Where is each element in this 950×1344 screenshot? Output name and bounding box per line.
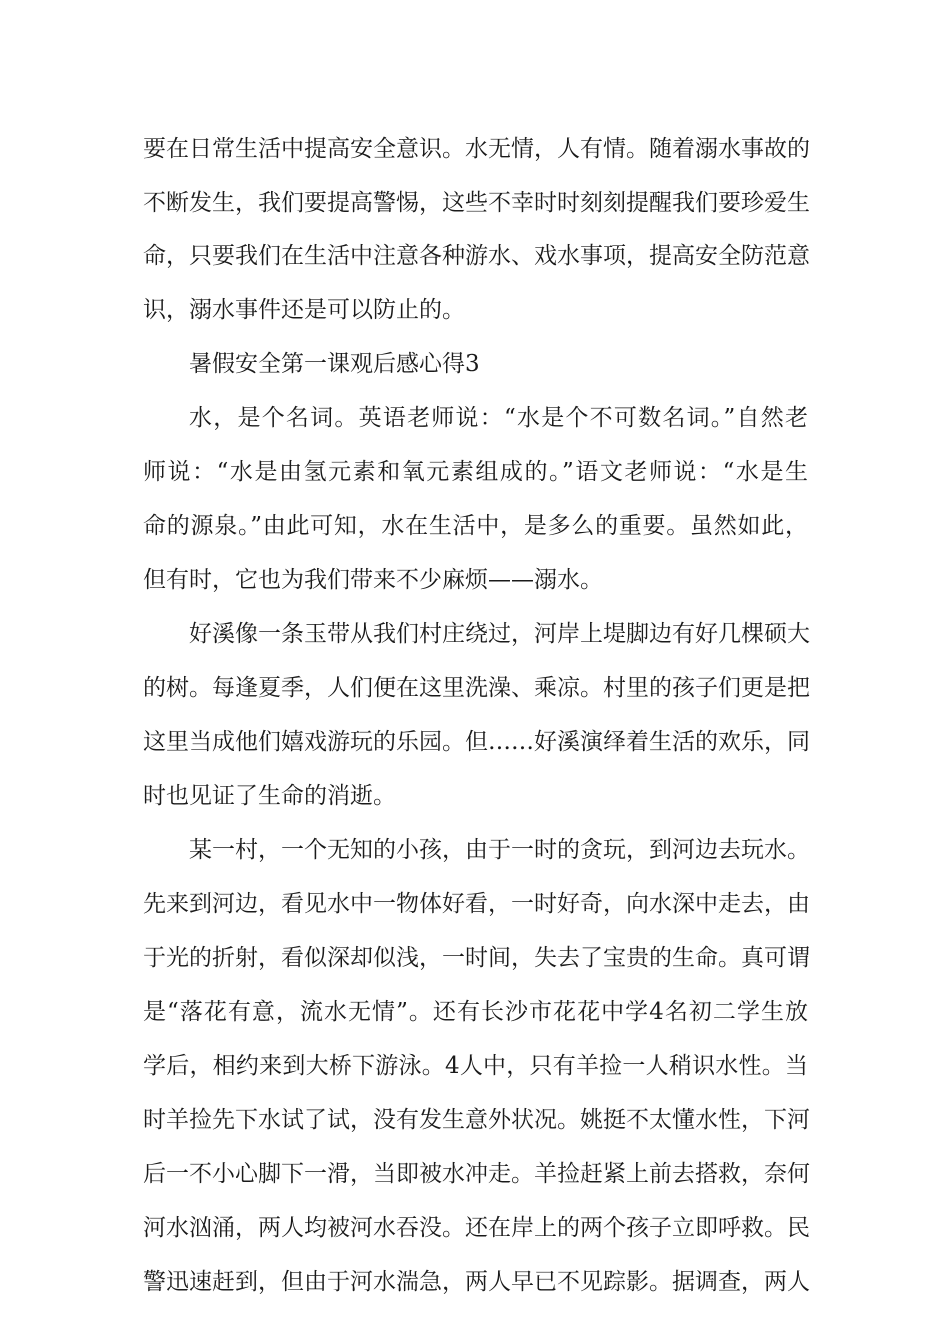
text-line: 后一不小心脚下一滑，当即被水冲走。羊捡赶紧上前去搭救，奈何 [143,1161,810,1187]
text-line: 时也见证了生命的消逝。 [143,783,396,809]
text-line: 于光的折射，看似深却似浅，一时间，失去了宝贵的生命。真可谓 [143,945,810,971]
text-line: 某一村，一个无知的小孩，由于一时的贪玩，到河边去玩水。 [189,837,810,863]
text-line: 水，是个名词。英语老师说：“水是个不可数名词。”自然老 [189,405,808,431]
text-line: 命的源泉。”由此可知，水在生活中，是多么的重要。虽然如此， [143,513,808,539]
text-line: 不断发生，我们要提高警惕，这些不幸时时刻刻提醒我们要珍爱生 [143,190,810,216]
text-line: 好溪像一条玉带从我们村庄绕过，河岸上堤脚边有好几棵硕大 [189,621,810,647]
text-line: 河水汹涌，两人均被河水吞没。还在岸上的两个孩子立即呼救。民 [143,1215,810,1241]
text-line: 这里当成他们嬉戏游玩的乐园。但……好溪演绎着生活的欢乐，同 [143,729,810,755]
text-line: 警迅速赶到，但由于河水湍急，两人早已不见踪影。据调查，两人 [143,1269,810,1295]
text-line: 先来到河边，看见水中一物体好看，一时好奇，向水深中走去，由 [143,891,810,917]
text-line: 的树。每逢夏季，人们便在这里洗澡、乘凉。村里的孩子们更是把 [143,675,810,701]
text-line: 时羊捡先下水试了试，没有发生意外状况。姚挺不太懂水性，下河 [143,1107,810,1133]
text-line: 命，只要我们在生活中注意各种游水、戏水事项，提高安全防范意 [143,243,810,269]
text-line: 学后，相约来到大桥下游泳。4人中，只有羊捡一人稍识水性。当 [143,1053,808,1079]
text-line: 但有时，它也为我们带来不少麻烦——溺水。 [143,567,603,593]
section-heading: 暑假安全第一课观后感心得3 [189,351,480,377]
text-line: 要在日常生活中提高安全意识。水无情，人有情。随着溺水事故的 [143,136,810,162]
text-line: 是“落花有意，流水无情”。还有长沙市花花中学4名初二学生放 [143,999,808,1025]
text-line: 识，溺水事件还是可以防止的。 [143,297,465,323]
text-line: 师说：“水是由氢元素和氧元素组成的。”语文老师说：“水是生 [143,459,808,485]
